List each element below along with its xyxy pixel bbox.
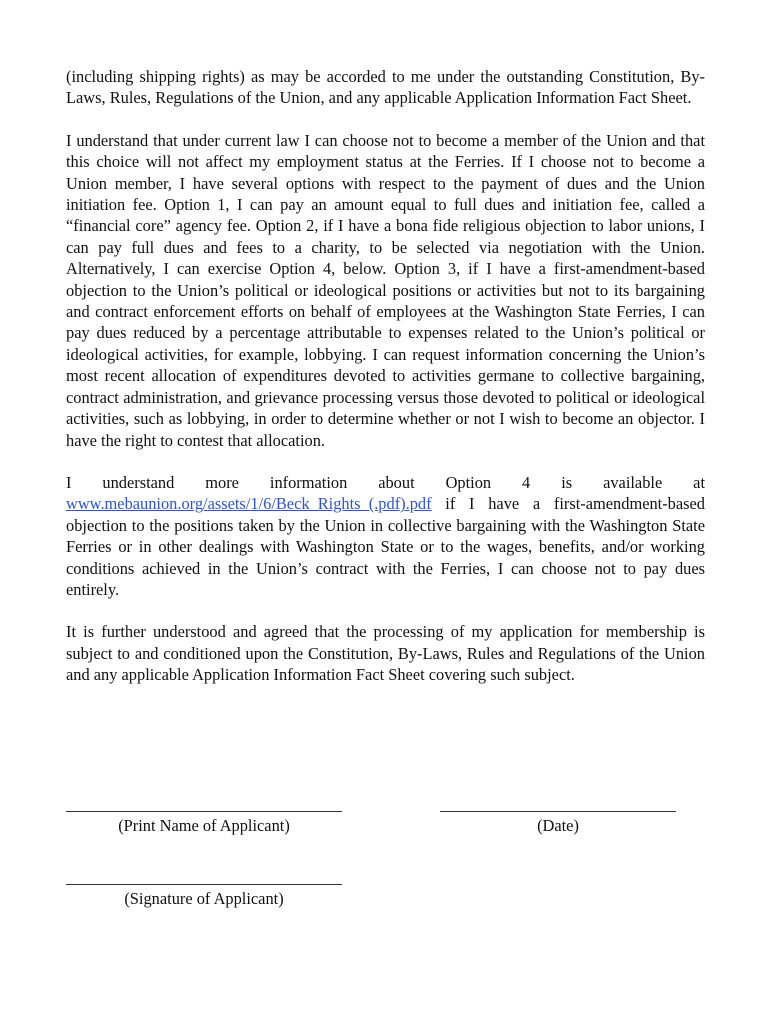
date-line[interactable] bbox=[440, 811, 676, 812]
print-name-line[interactable] bbox=[66, 811, 342, 812]
document-body bbox=[66, 66, 705, 707]
date-field[interactable] bbox=[440, 811, 676, 836]
option-4-text-after: if I have a first-amendment-based objection to the positions taken by the Union in collective bargaining with the Washington State Ferries or in other dealings with Washington State or to the wages, benefits, and/or working conditions achieved in the Union’s contract with the Ferries, I can choose not to pay dues entirely. bbox=[66, 494, 705, 599]
signature-label: (Signature of Applicant) bbox=[124, 889, 284, 908]
paragraph-option-4 bbox=[66, 472, 705, 600]
print-name-label: (Print Name of Applicant) bbox=[118, 816, 290, 835]
signature-field[interactable] bbox=[66, 884, 342, 909]
paragraph-membership-options: I understand that under current law I can choose not to become a member of the Union and that this choice will not affect my employment status at the Ferries. If I choose not to become a Union member, I have several options with respect to the payment of dues and the Union initiation fee. Option 1, I can pay an amount equal to full dues and initiation fee, called a “financial core” agency fee. Option 2, if I have a bona fide religious objection to labor unions, I can pay full dues and fees to a charity, to be selected via negotiation with the Union. Alternatively, I can exercise Option 4, below. Option 3, if I have a first-amendment-based objection to the Union’s political or ideological positions or activities but not to its bargaining and contract enforcement efforts on behalf of employees at the Washington State Ferries, I can pay dues reduced by a percentage attributable to expenses related to the Union’s political or ideological activities, for example, lobbying. I can request information concerning the Union’s most recent allocation of expenditures devoted to activities germane to collective bargaining, contract administration, and grievance processing versus those devoted to political or ideological activities, such as lobbying, in order to determine whether or not I wish to become an objector. I have the right to contest that allocation. bbox=[66, 130, 705, 450]
date-label: (Date) bbox=[537, 816, 579, 835]
paragraph-shipping-rights: (including shipping rights) as may be accorded to me under the outstanding Constitution, By-Laws, Rules, Regulations of the Union, and any applicable Application Information Fact Sheet. bbox=[66, 67, 705, 108]
signature-line[interactable] bbox=[66, 884, 342, 885]
beck-rights-link[interactable]: www.mebaunion.org/assets/1/6/Beck_Rights_(.pdf).pdf bbox=[66, 494, 432, 514]
print-name-field[interactable] bbox=[66, 811, 342, 836]
paragraph-processing-conditions: It is further understood and agreed that the processing of my application for membership is subject to and conditioned upon the Constitution, By-Laws, Rules and Regulations of the Union and any applicable Application Information Fact Sheet covering such subject. bbox=[66, 622, 705, 685]
option-4-text-before: I understand more information about Option 4 is available at bbox=[66, 472, 705, 492]
